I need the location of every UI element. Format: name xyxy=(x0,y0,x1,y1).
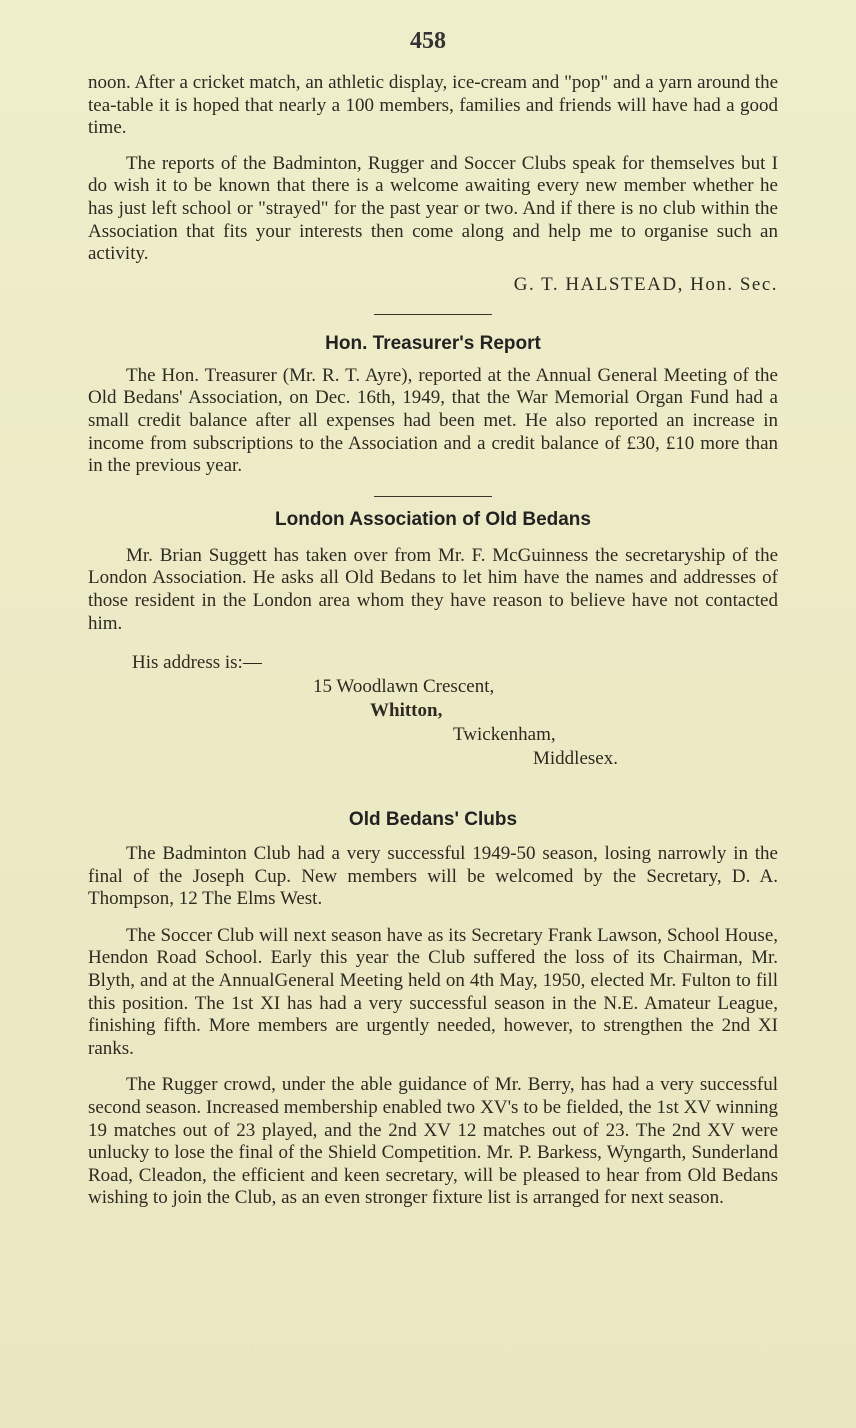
page-number: 458 xyxy=(410,28,446,54)
address-line: 15 Woodlawn Crescent, xyxy=(313,676,495,698)
address-line: Middlesex. xyxy=(533,748,618,770)
address-intro: His address is:— xyxy=(132,652,262,674)
london-heading: London Association of Old Bedans xyxy=(275,508,591,530)
intro-paragraph-continued: noon. After a cricket match, an athletic display, ice-cream and "pop" and a yarn around the tea-table it is hoped that nearly a 100 members, families and friends will have had a good time. xyxy=(88,72,778,139)
intro-paragraph-welcome: The reports of the Badminton, Rugger and Soccer Clubs speak for themselves but I do wish it to be known that there is a welcome awaiting every new member whether he has just left school or "strayed" for the past year or two. And if there is no club within the Association that fits your interests then come along and help me to organise such an activity. xyxy=(88,152,778,265)
address-line: Whitton, xyxy=(370,700,443,722)
section-divider xyxy=(374,496,492,497)
london-paragraph: Mr. Brian Suggett has taken over from Mr. F. McGuinness the secretaryship of the London Association. He asks all Old Bedans to let him have the names and addresses of those resident in the London area whom they have reason to believe have not contacted him. xyxy=(88,544,778,634)
soccer-paragraph: The Soccer Club will next season have as its Secretary Frank Lawson, School House, Hendon Road School. Early this year the Club suffered the loss of its Chairman, Mr. Blyth, and at the AnnualGeneral Meeting held on 4th May, 1950, elected Mr. Fulton to fill this position. The 1st XI has had a very successful season in the N.E. Amateur League, finishing fifth. More members are urgently needed, however, to strengthen the 2nd XI ranks. xyxy=(88,924,778,1059)
clubs-heading: Old Bedans' Clubs xyxy=(348,809,518,831)
badminton-paragraph: The Badminton Club had a very successful 1949-50 season, losing narrowly in the final of the Joseph Cup. New members will be welcomed by the Secretary, D. A. Thompson, 12 The Elms West. xyxy=(88,843,778,910)
rugger-paragraph: The Rugger crowd, under the able guidance of Mr. Berry, has had a very successful second season. Increased membership enabled two XV's to be fielded, the 1st XV winning 19 matches out of 23 played, and the 2nd XV 12 matches out of 23. The 2nd XV were unlucky to lose the final of the Shield Competition. Mr. P. Barkess, Wyngarth, Sunderland Road, Cleadon, the efficient and keen secretary, will be pleased to hear from Old Bedans wishing to join the Club, as an even stronger fixture list is arranged for next season. xyxy=(88,1074,778,1209)
address-line: Twickenham, xyxy=(453,724,556,746)
treasurer-paragraph: The Hon. Treasurer (Mr. R. T. Ayre), reported at the Annual General Meeting of the Old Bedans' Association, on Dec. 16th, 1949, that the War Memorial Organ Fund had a small credit balance after all expenses had been met. He also reported an increase in income from subscriptions to the Association and a credit balance of £30, £10 more than in the previous year. xyxy=(88,364,778,477)
treasurer-heading: Hon. Treasurer's Report xyxy=(325,332,541,354)
signature: G. T. HALSTEAD, Hon. Sec. xyxy=(513,273,778,295)
text-column xyxy=(88,0,778,1210)
section-divider xyxy=(374,314,492,315)
